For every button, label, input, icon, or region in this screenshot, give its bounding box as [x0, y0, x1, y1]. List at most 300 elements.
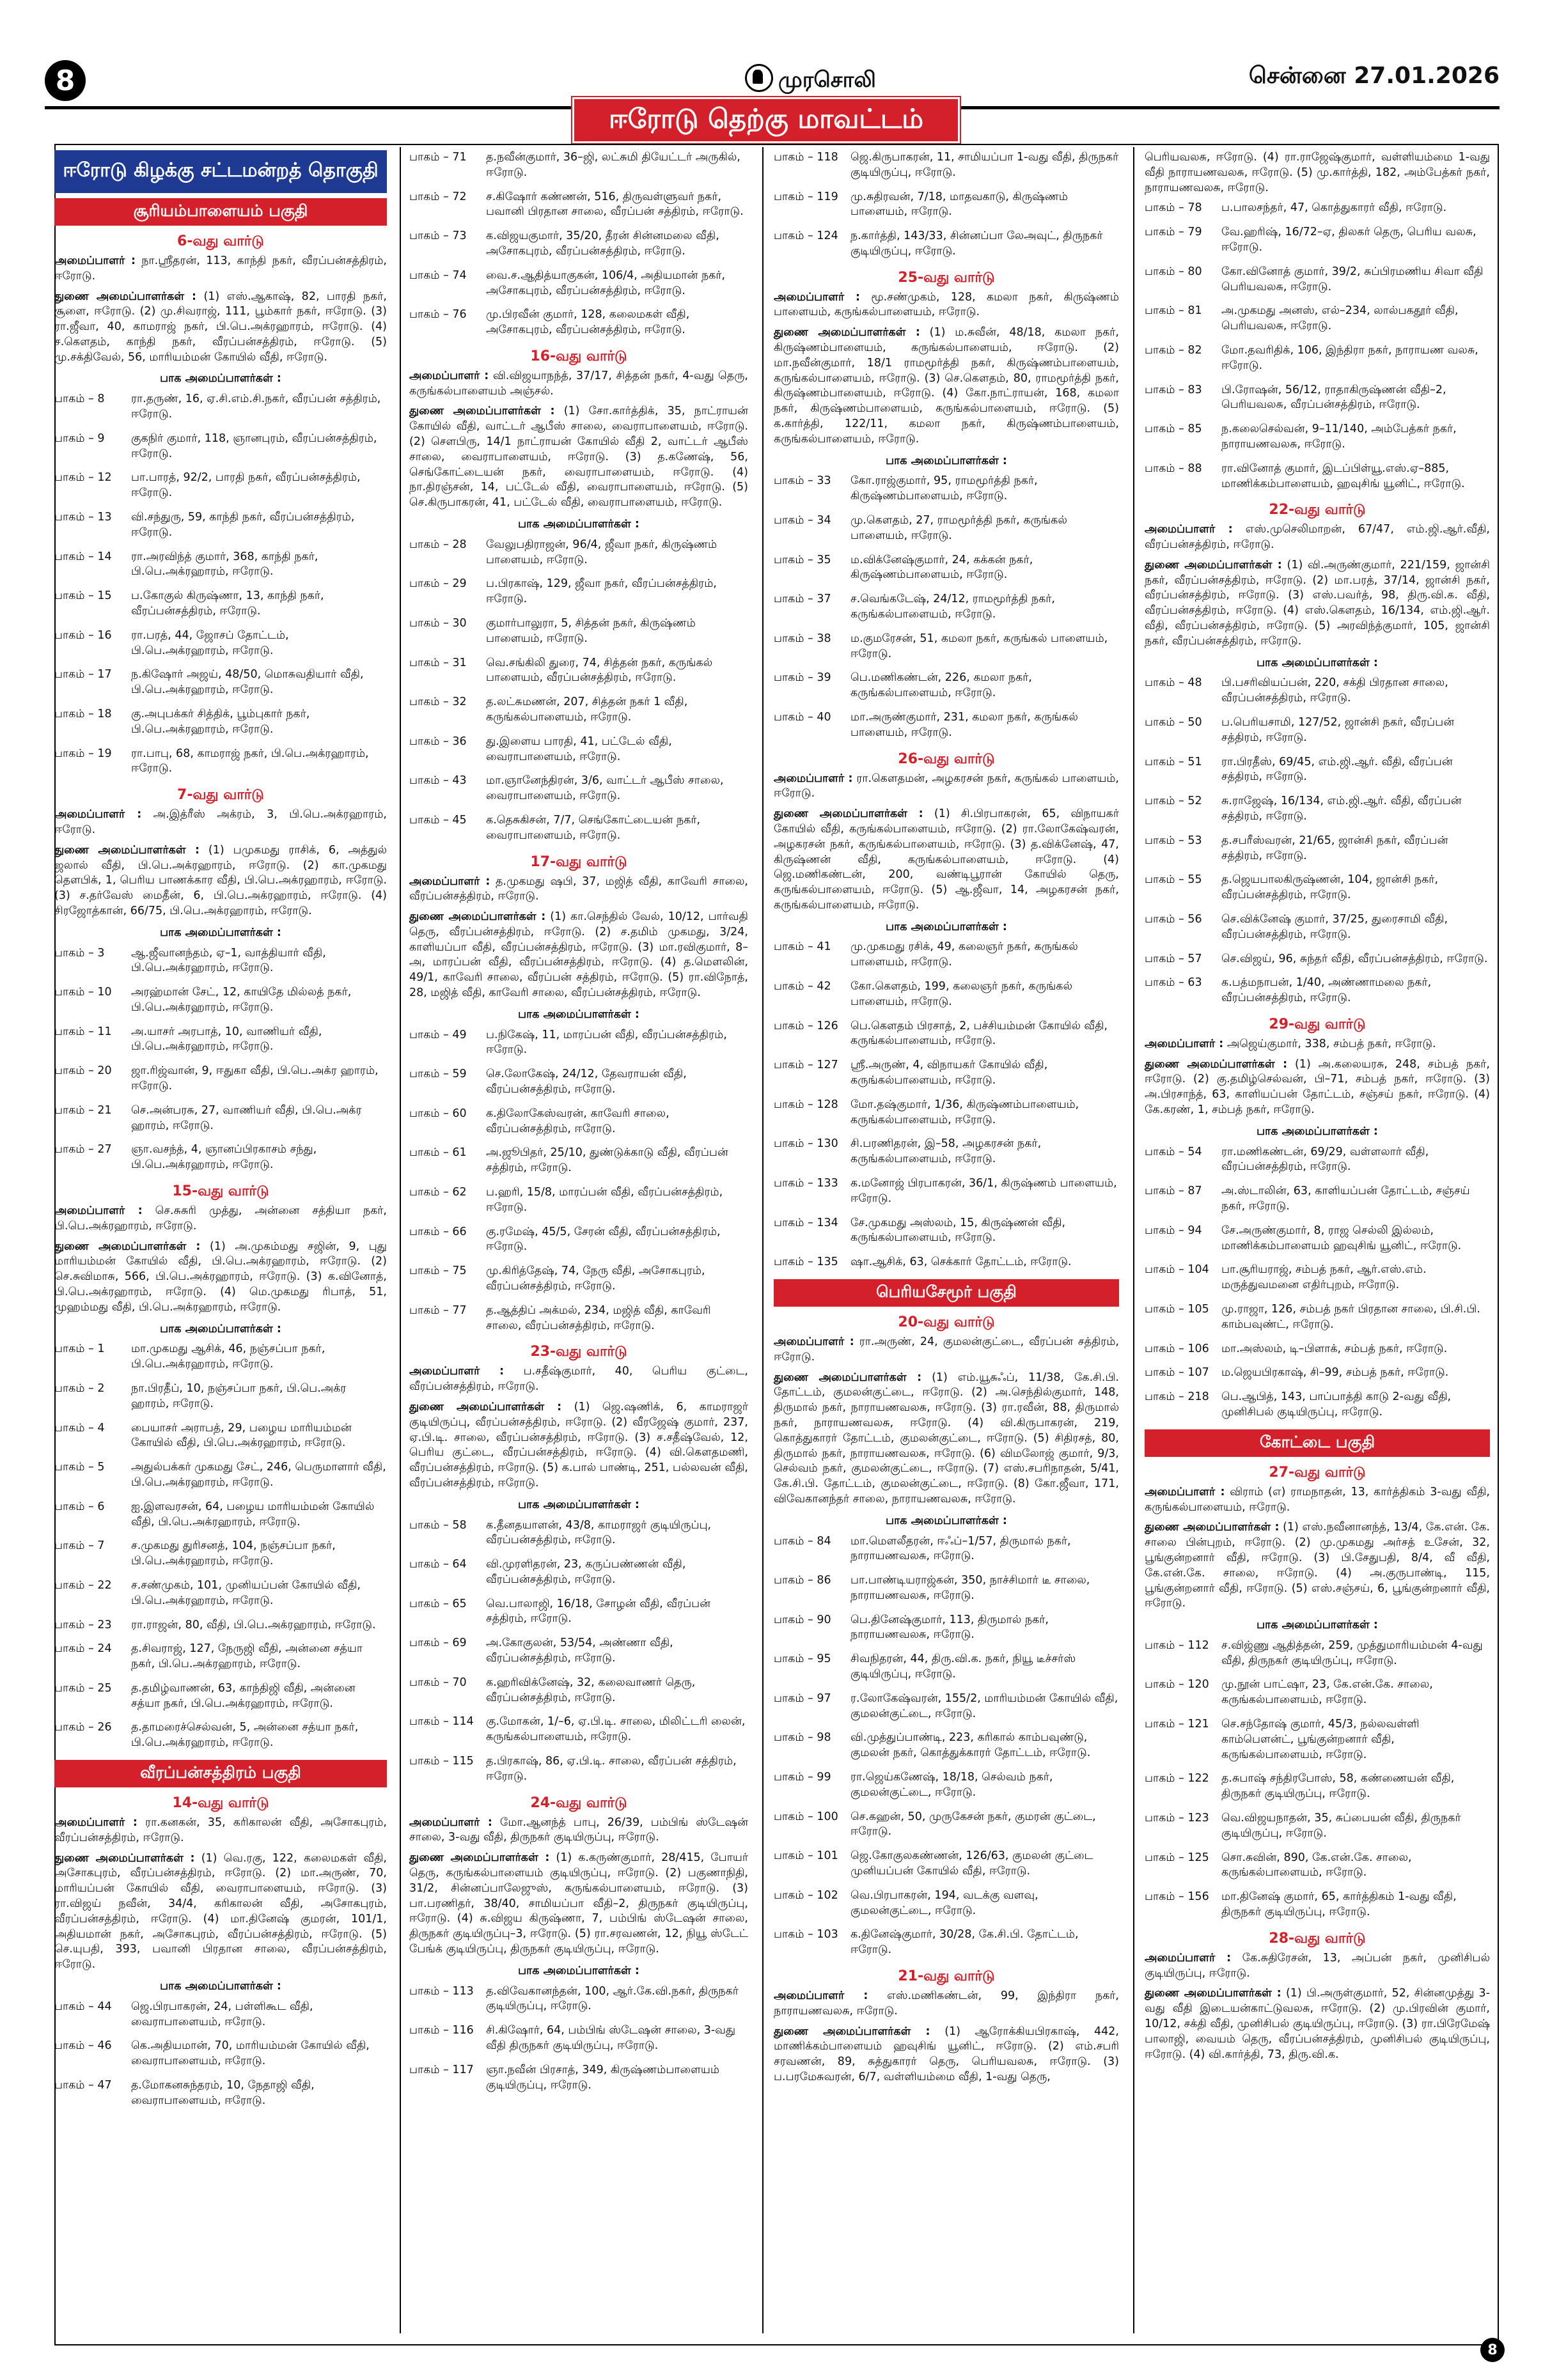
paga-number: பாகம் – 39: [774, 671, 831, 685]
paga-row: [54, 667, 387, 698]
paga-person: பா.பாரத், 92/2, பாரதி நகர், வீரப்பன்சத்திரம், ஈரோடு.: [131, 471, 361, 500]
organiser-label: அமைப்பாளர் :: [1145, 1485, 1225, 1498]
paga-number: பாகம் – 60: [409, 1107, 467, 1120]
paga-number: பாகம் – 7: [54, 1539, 105, 1553]
paga-number: பாகம் – 35: [774, 553, 831, 566]
ward-title: 24-வது வார்டு: [530, 1794, 627, 1811]
ward-title: 14-வது வார்டு: [172, 1795, 269, 1812]
paga-person: பி.ரோஷன், 56/12, ராதாகிருஷ்ணன் வீதி–2, பெரியவலசு, வீரப்பன்சத்திரம், ஈரோடு.: [1221, 383, 1446, 412]
paga-number: பாகம் – 130: [774, 1137, 838, 1151]
paga-list: [1145, 1145, 1490, 1420]
paga-row: [1145, 976, 1490, 1006]
paga-person: த.லட்சுமணன், 207, சித்தன் நகர் 1 வீதி, கருங்கல்பாளையம், ஈரோடு.: [486, 696, 688, 724]
paga-number: பாகம் – 32: [409, 696, 467, 709]
paga-row: [409, 2063, 748, 2094]
paga-row: [54, 392, 387, 423]
ward-title: 17-வது வார்டு: [530, 853, 627, 870]
paga-number: பாகம் – 31: [409, 656, 467, 669]
column-divider: [1133, 147, 1134, 2333]
deputies-text: (1) எஸ்.நவீனானந்த், 13/4, கே.என். கே. சாலை பின்புறம், ஈரோடு. (2) மு.முகமது அர்சத் உசேன், 32, பூங்குன்றனார் வீதி, ஈரோடு. (3) பி.சேதுபதி, 8/4, வீ வீதி, கே.என்.கே. சாலை, ஈரோடு. (4) அ.குருபாண்டி, 115, பூங்குன்றனார் வீதி, ஈரோடு. (5) எஸ்.சஞ்சய், 6, பூங்குன்றனார் வீதி, ஈரோடு.: [1145, 1521, 1490, 1610]
ward-title: 16-வது வார்டு: [530, 348, 627, 364]
paga-person: ச.விஜ்ணு ஆதித்தன், 259, முத்துமாரியம்மன் 4-வது வீதி, திருநகர் குடியிருப்பு, ஈரோடு.: [1221, 1638, 1483, 1667]
paga-number: பாகம் – 104: [1145, 1263, 1209, 1277]
paga-person: க.மனோஜ் பிரபாகரன், 36/1, கிருஷ்ணம் பாளையம், ஈரோடு.: [850, 1177, 1117, 1205]
paga-row: [774, 513, 1119, 544]
paga-person: மு.முகமது ரசிக், 49, கலைஞர் நகர், கருங்கல் பாளையம், ஈரோடு.: [850, 940, 1078, 969]
organiser-text: மூ.சண்முகம், 128, கமலா நகர், கிருஷ்ணம் பாளையம், கருங்கல்பாளையம், ஈரோடு.: [774, 290, 1119, 319]
paga-person: த.பிரகாஷ், 86, ஏ.பி.டி. சாலை, வீரப்பன் சத்திரம், ஈரோடு.: [486, 1755, 737, 1783]
paga-person: த.ஜெயபாலகிருஷ்ணன், 104, ஜான்சி நகர், வீரப்பன்சத்திரம், ஈரோடு.: [1221, 873, 1439, 902]
paga-row: [54, 1381, 387, 1412]
paga-list: [774, 1534, 1119, 1959]
column-2: [409, 150, 748, 2102]
paga-number: பாகம் – 40: [774, 711, 831, 724]
deputies-text: (1) பி.அருள்குமார், 52, சின்னமுத்து 3-வது வீதி இடையன்காட்டுவலசு, ஈரோடு. (2) மு.பிரவின் குமார், 10/12, சக்தி வீதி, முனிசிபல் குடியிருப்பு, ஈரோடு. (3) ரா.பிரேமேஷ் பாலாஜி, வையம் தெரு, வீரப்பன்சத்திரம், முனிசிபல் குடியிருப்பு, ஈரோடு. (4) வி.கார்த்தி, 73, திரு.வி.க.: [1145, 1987, 1490, 2061]
paga-person: சே.முகமது அஸ்லம், 15, கிருஷ்ணன் வீதி, கருங்கல்பாளையம், ஈரோடு.: [850, 1216, 1066, 1245]
ward-organiser: [1145, 1951, 1490, 1982]
deputies-text: (1) சி.பிரபாகரன், 65, விநாயகர் கோயில் வீதி, கருங்கல்பாளையம், ஈரோடு. (2) ரா.லோகேஷ்வரன், அழகரசன் நகர், கருங்கல்பாளையம், ஈரோடு. (3) த.விக்னேஷ், 47, கிருஷ்ணன் வீதி, கருங்கல்பாளையம், ஈரோடு. (4) ஜெ.மணிகண்டன், 200, வண்டிபூரான் கோயில் தெரு, கருங்கல்பாளையம், ஈரோடு. (5) ஆ.ஜீவா, 14, அழகரசன் நகர், கருங்கல்பாளையம், ஈரோடு.: [774, 807, 1119, 912]
paga-person: குமார்பாலுரா, 5, சித்தன் நகர், கிருஷ்ணம் பாளையம், ஈரோடு.: [486, 617, 696, 645]
paga-person: மோ.தஷ்குமார், 1/36, கிருஷ்ணம்பாளையம், கருங்கல்பாளையம், ஈரோடு.: [850, 1098, 1079, 1126]
deputies-text: (1) க.கருண்குமார், 28/415, போயர் தெரு, கருங்கல்பாளையம் குடியிருப்பு, ஈரோடு. (2) பகுணாநிதி, 31/2, சின்னப்பாலேஜுஸ், கருங்கல்பாளையம், ஈரோடு. (3) பா.பரணிதர், 38/40, சாமியப்பா வீதி–2, திருநகர் குடியிருப்பு, ஈரோடு. (4) சு.விஜய கிருஷ்ணா, 7, பம்பிங் ஸ்டேஷன் சாலை, திருநகர் குடியிருப்பு–3, ஈரோடு. (5) ரா.சரவணன், 12, நியூ ஸ்டேட் பேங்க் குடியிருப்பு, திருநகர் குடியிருப்பு, ஈரோடு.: [409, 1851, 748, 1956]
paga-number: பாகம் – 74: [409, 268, 467, 282]
district-title: ஈரோடு தெற்கு மாவட்டம்: [572, 97, 960, 143]
paga-person: செ.லோகேஷ், 24/12, தேவராயன் வீதி, வீரப்பன்சத்திரம், ஈரோடு.: [486, 1068, 687, 1096]
ward-organiser: [774, 1989, 1119, 2019]
deputies-label: துணை அமைப்பாளர்கள் :: [1145, 1057, 1288, 1071]
ward-organiser: [54, 1816, 387, 1846]
paga-row: [409, 1715, 748, 1745]
paga-number: பாகம் – 115: [409, 1755, 474, 1768]
paga-number: பாகம் – 218: [1145, 1390, 1209, 1404]
paga-row: [1145, 343, 1490, 374]
paga-row: [774, 1692, 1119, 1722]
deputies-label: துணை அமைப்பாளர்கள் :: [409, 1851, 550, 1865]
paga-number: பாகம் – 98: [774, 1731, 831, 1745]
ward-deputies: [774, 2025, 1119, 2085]
paga-person: கோ.ராஜ்குமார், 95, ராமமூர்த்தி நகர், கிருஷ்ணம்பாளையம், ஈரோடு.: [850, 474, 1038, 503]
paga-person: ரா.பரத், 44, ஜோசப் தோட்டம், பி.பெ.அக்ரஹாரம், ஈரோடு.: [131, 628, 289, 657]
paga-number: பாகம் – 33: [774, 474, 831, 488]
organiser-text: வி.விஜயாநந்த், 37/17, சித்தன் நகர், 4-வது தெரு, கருங்கல்பாளையம் அஞ்சல்.: [409, 369, 748, 398]
deputies-label: துணை அமைப்பாளர்கள் :: [54, 843, 200, 857]
paga-number: பாகம் – 1: [54, 1342, 105, 1356]
paga-row: [1145, 834, 1490, 864]
paga-row: [1145, 755, 1490, 786]
paga-number: பாகம் – 86: [774, 1574, 831, 1587]
paga-row: [54, 1500, 387, 1530]
paga-person: பெ.ஆபித், 143, பாப்பாத்தி காடு 2-வது வீதி, முனிசிபல் குடியிருப்பு, ஈரோடு.: [1221, 1390, 1452, 1419]
paga-person: அ.முகமது அனஸ், எல்–234, லால்பகதூர் வீதி, பெரியவலசு, ஈரோடு.: [1221, 304, 1459, 333]
constituency-title: ஈரோடு கிழக்கு சட்டமன்றத் தொகுதி: [54, 150, 387, 193]
paga-row: [54, 1103, 387, 1134]
paga-number: பாகம் – 37: [774, 593, 831, 606]
paga-row: [1145, 422, 1490, 453]
paga-person: ரா.ராஜன், 80, வீதி, பி.பெ.அக்ரஹாரம், ஈரோடு.: [131, 1618, 376, 1631]
ward-organiser: [409, 369, 748, 400]
paga-row: [1145, 1390, 1490, 1420]
paga-row: [774, 1652, 1119, 1683]
paga-row: [409, 1557, 748, 1588]
paga-person: க.பத்மநாபன், 1/40, அண்ணாமலை நகர், வீரப்பன்சத்திரம், ஈரோடு.: [1221, 976, 1432, 1005]
ward-title: 23-வது வார்டு: [530, 1344, 627, 1360]
paga-number: பாகம் – 38: [774, 632, 831, 645]
paga-number: பாகம் – 52: [1145, 795, 1202, 808]
paga-person: சிவநிதரன், 44, திரு.வி.க. நகர், நியூ டீச்சர்ஸ் குடியிருப்பு, ஈரோடு.: [850, 1653, 1076, 1681]
paga-number: பாகம் – 55: [1145, 873, 1202, 887]
paga-row: [1145, 1145, 1490, 1176]
paga-number: பாகம் – 99: [774, 1771, 831, 1784]
paga-person: ப.பாலசந்தர், 47, கொத்துகாரர் வீதி, ஈரோடு.: [1221, 201, 1447, 215]
paga-person: பி.பசரிவியப்பன், 220, சக்தி பிரதான சாலை, வீரப்பன்சத்திரம், ஈரோடு.: [1221, 676, 1448, 705]
organiser-label: அமைப்பாளர் :: [54, 254, 136, 267]
paga-row: [774, 1849, 1119, 1879]
paga-row: [774, 474, 1119, 504]
area-title: கோட்டை பகுதி: [1145, 1429, 1490, 1457]
paga-person: வேலுபதிராஜன், 96/4, ஜீவா நகர், கிருஷ்ணம் பாளையம், ஈரோடு.: [486, 538, 717, 566]
ward-title: 20-வது வார்டு: [898, 1314, 995, 1331]
ward-title: 22-வது வார்டு: [1269, 502, 1366, 518]
paga-number: பாகம் – 44: [54, 2000, 112, 2013]
paga-number: பாகம் – 51: [1145, 755, 1202, 768]
paga-number: பாகம் – 81: [1145, 304, 1202, 318]
paga-number: பாகம் – 62: [409, 1186, 467, 1199]
paga-number: பாகம் – 73: [409, 229, 467, 243]
paga-number: பாகம் – 70: [409, 1676, 467, 1689]
paga-person: ரா.ஜெய்கணேஷ், 18/18, செல்வம் நகர், குமலன்குட்டை, ஈரோடு.: [850, 1771, 1053, 1799]
paga-number: பாகம் – 95: [774, 1653, 831, 1666]
paga-person: வி.முத்துப்பாண்டி, 223, கரிகால் காம்பவுண்டு, குமலன் நகர், கொத்துக்காரர் தோட்டம், ஈரோடு.: [850, 1731, 1091, 1760]
paga-row: [774, 1770, 1119, 1801]
paga-row: [774, 1098, 1119, 1128]
paga-number: பாகம் – 76: [409, 308, 467, 322]
paga-person: ப.கோகுல் கிருஷ்ணா, 13, காந்தி நகர், வீரப்பன்சத்திரம், ஈரோடு.: [131, 589, 324, 618]
paga-label: பாக அமைப்பாளர்கள் :: [886, 1514, 1007, 1527]
ward-organiser: [54, 1204, 387, 1234]
paga-number: பாகம் – 8: [54, 393, 105, 406]
ward-block: [409, 1794, 748, 2094]
paga-person: த.தாமரைச்செல்வன், 5, அன்னை சத்யா நகர், பி.பெ.அக்ரஹாரம், ஈரோடு.: [131, 1721, 359, 1750]
paga-row: [409, 656, 748, 687]
paga-number: பாகம் – 94: [1145, 1224, 1202, 1237]
column-3: [774, 150, 1119, 2090]
paga-number: பாகம் – 30: [409, 617, 467, 630]
paga-row: [1145, 1771, 1490, 1802]
organiser-text: ரா.கௌதமன், அழகரசன் நகர், கருங்கல் பாளையம், ஈரோடு.: [774, 772, 1119, 800]
ward-block: [774, 1967, 1119, 2085]
paga-person: ஸ்ரீ.அருண், 4, விநாயகர் கோயில் வீதி, கருங்கல்பாளையம், ஈரோடு.: [850, 1059, 1048, 1087]
paga-number: பாகம் – 103: [774, 1928, 838, 1941]
paga-number: பாகம் – 79: [1145, 226, 1202, 239]
deputies-label: துணை அமைப்பாளர்கள் :: [1145, 1987, 1281, 2000]
paga-person: மா.தினேஷ் குமார், 65, கார்த்திகம் 1-வது வீதி, திருநகர் குடியிருப்பு, ஈரோடு.: [1221, 1890, 1457, 1919]
paga-number: பாகம் – 17: [54, 668, 112, 681]
paga-row: [409, 150, 748, 181]
organiser-label: அமைப்பாளர் :: [54, 808, 142, 821]
paga-row: [54, 628, 387, 659]
paga-row: [409, 1185, 748, 1216]
paga-person: வி.முரளிதரன், 23, கருப்பண்ணன் வீதி, வீரப்பன்சத்திரம், ஈரோடு.: [486, 1558, 686, 1586]
paga-row: [774, 1058, 1119, 1089]
paga-row: [54, 1578, 387, 1609]
paga-person: வே.ஹரிஷ், 16/72–ஏ, திலகர் தெரு, பெரிய வலசு, ஈரோடு.: [1221, 226, 1476, 254]
paga-person: ச.வெங்கடேஷ், 24/12, ராமமூர்த்தி நகர், கருங்கல்பாளையம், ஈரோடு.: [850, 593, 1055, 621]
paga-row: [54, 1342, 387, 1373]
paga-list: [774, 474, 1119, 740]
paga-row: [54, 1421, 387, 1452]
paga-row: [54, 1720, 387, 1751]
paga-number: பாகம் – 42: [774, 980, 831, 993]
organiser-text: நா.ஸ்ரீதரன், 113, காந்தி நகர், வீரப்பன்சத்திரம், ஈரோடு.: [54, 254, 387, 283]
paga-number: பாகம் – 6: [54, 1500, 105, 1513]
ward-deputies: [1145, 1986, 1490, 2062]
paga-person: ச.முகமது துரிசனத், 104, நஞ்சப்பா நகர், பி.பெ.அக்ரஹாரம், ஈரோடு.: [131, 1539, 336, 1568]
paga-person: சி.கிஷோர், 64, பம்பிங் ஸ்டேஷன் சாலை, 3-வது வீதி திருநகர் குடியிருப்பு, ஈரோடு.: [486, 2024, 736, 2052]
paga-number: பாகம் – 156: [1145, 1890, 1209, 1904]
organiser-text: ரா.அருண், 24, குமலன்குட்டை, வீரப்பன் சத்திரம், ஈரோடு.: [774, 1335, 1119, 1364]
deputies-text: (1) எஸ்.ஆகாஷ், 82, பாரதி நகர், சூளை, ஈரோடு. (2) மு.சிவராஜ், 111, பூம்கார் நகர், ஈரோடு. (3) ரா.ஜீவா, 40, காமராஜ் நகர், பி.பெ.அக்ரஹாரம், ஈரோடு. (4) ச.கௌதம், காந்தி நகர், வீரப்பன்சத்திரம், ஈரோடு. (5) மு.சக்திவேல், 56, மாரியம்மன் கோயில் வீதி, ஈரோடு.: [54, 290, 387, 364]
ward-deputies: [54, 290, 387, 366]
paga-row: [409, 1303, 748, 1334]
ward-deputies: [774, 325, 1119, 447]
paga-number: பாகம் – 24: [54, 1642, 112, 1656]
paga-number: பாகம் – 25: [54, 1681, 112, 1695]
paga-number: பாகம் – 84: [774, 1534, 831, 1548]
paga-number: பாகம் – 11: [54, 1025, 112, 1038]
paga-number: பாகம் – 61: [409, 1146, 467, 1160]
deputies-label: துணை அமைப்பாளர்கள் :: [774, 326, 920, 339]
paga-person: செ.கஹன், 50, முருகேசன் நகர், குமரன் குட்டை, ஈரோடு.: [850, 1810, 1096, 1839]
paga-number: பாகம் – 49: [409, 1028, 467, 1041]
paga-number: பாகம் – 77: [409, 1303, 467, 1317]
ward-title: 29-வது வார்டு: [1269, 1016, 1366, 1032]
deputies-label: துணை அமைப்பாளர்கள் :: [409, 1400, 562, 1413]
ward-organiser: [54, 807, 387, 838]
paga-number: பாகம் – 41: [774, 940, 831, 954]
paga-person: வெ.பிரபாகரன், 194, வடக்கு வளவு, குமலன்குட்டை, ஈரோடு.: [850, 1888, 1038, 1917]
paga-person: செ.விஜய், 96, சுந்தர் வீதி, வீரப்பன்சத்திரம், ஈரோடு.: [1221, 952, 1488, 965]
ward-deputies: [409, 1851, 748, 1957]
ward-block: [774, 268, 1119, 741]
paga-number: பாகம் – 16: [54, 628, 112, 642]
paga-number: பாகம் – 75: [409, 1264, 467, 1278]
organiser-label: அமைப்பாளர் :: [1145, 523, 1233, 536]
organiser-text: செ.சுசுரி முத்து, அன்னை சத்தியா நகர், பி.பெ.அக்ரஹாரம், ஈரோடு.: [54, 1204, 387, 1233]
paga-row: [54, 1142, 387, 1173]
ward-organiser: [774, 772, 1119, 802]
paga-row: [409, 268, 748, 299]
paga-row: [54, 1539, 387, 1569]
paga-row: [54, 946, 387, 977]
paga-number: பாகம் – 116: [409, 2024, 474, 2037]
paga-person: மு.பிரவீன் குமார், 128, கலைமகள் வீதி, அசோகபுரம், வீரப்பன்சத்திரம், ஈரோடு.: [486, 308, 690, 337]
organiser-text: எஸ்.முசெலிமாறன், 67/47, எம்.ஜி.ஆர்.வீதி, வீரப்பன்சத்திரம், ஈரோடு.: [1145, 523, 1490, 552]
paga-label: பாக அமைப்பாளர்கள் :: [518, 1007, 639, 1021]
paga-row: [1145, 201, 1490, 216]
paga-row: [1145, 676, 1490, 706]
column-4: [1145, 150, 1490, 2067]
paga-row: [409, 1028, 748, 1059]
paga-list: [774, 150, 1119, 260]
ward-deputies: [1145, 558, 1490, 649]
ward-organiser: [54, 254, 387, 284]
paga-person: த.ஆத்திப் அக்மல், 234, மஜித் வீதி, காவேரி சாலை, வீரப்பன்சத்திரம், ஈரோடு.: [486, 1303, 711, 1332]
paga-number: பாகம் – 36: [409, 735, 467, 748]
paga-row: [1145, 462, 1490, 492]
paga-person: சே.அருண்குமார், 8, ராஜ செல்லி இல்லம், மாணிக்கம்பாளையம் ஹவுசிங் யூனிட், ஈரோடு.: [1221, 1224, 1462, 1252]
ward-deputies: [774, 807, 1119, 914]
paga-number: பாகம் – 119: [774, 190, 838, 203]
paga-person: பெ.தினேஷ்குமார், 113, திருமால் நகர், நாராயணவலசு, ஈரோடு.: [850, 1613, 1049, 1642]
paga-person: க.திலோகேஸ்வரன், காவேரி சாலை, வீரப்பன்சத்திரம், ஈரோடு.: [486, 1107, 670, 1135]
paga-row: [54, 2039, 387, 2069]
paga-number: பாகம் – 113: [409, 1984, 474, 1998]
paga-list: [409, 538, 748, 844]
paga-number: பாகம் – 85: [1145, 423, 1202, 436]
paga-number: பாகம் – 120: [1145, 1678, 1209, 1692]
paga-row: [409, 735, 748, 765]
paga-person: மு.கௌதம், 27, ராமமூர்த்தி நகர், கருங்கல் பாளையம், ஈரோடு.: [850, 514, 1067, 542]
paga-row: [1145, 265, 1490, 295]
paga-person: ஐ.இளவரசன், 64, பழைய மாரியம்மன் கோயில் வீதி, பி.பெ.அக்ரஹாரம், ஈரோடு.: [131, 1500, 375, 1528]
ward-block: [774, 750, 1119, 1270]
organiser-label: அமைப்பாளர் :: [1145, 1951, 1232, 1964]
organiser-text: எஸ்.மணிகண்டன், 99, இந்திரா நகர், நாராயணவலசு, ஈரோடு.: [774, 1989, 1119, 2018]
paga-person: மு.சுதிரவன், 7/18, மாதவகாடு, கிருஷ்ணம் பாளையம், ஈரோடு.: [850, 190, 1069, 219]
paga-row: [1145, 1638, 1490, 1669]
ward-organiser: [774, 290, 1119, 321]
paga-number: பாகம் – 100: [774, 1810, 838, 1823]
paga-person: அ.கோகுலன், 53/54, அண்ணா வீதி, வீரப்பன்சத்திரம், ஈரோடு.: [486, 1637, 673, 1665]
paga-number: பாகம் – 128: [774, 1098, 838, 1111]
deputies-label: துணை அமைப்பாளர்கள் :: [54, 290, 197, 303]
paga-row: [54, 1064, 387, 1094]
paga-number: பாகம் – 43: [409, 774, 467, 788]
paga-number: பாகம் – 2: [54, 1381, 105, 1395]
paga-row: [409, 1597, 748, 1628]
paga-list: [1145, 1638, 1490, 1920]
ward-organiser: [409, 875, 748, 905]
paga-person: ரா.பிரதீஸ், 69/45, எம்.ஜி.ஆர். வீதி, வீரப்பன் சத்திரம், ஈரோடு.: [1221, 755, 1453, 784]
organiser-text: அ.இத்ரீஸ் அக்ரம், 3, பி.பெ.அக்ரஹாரம், ஈரோடு.: [54, 808, 387, 836]
paga-person: வெ.சங்கிலி துரை, 74, சித்தன் நகர், கருங்கல் பாளையம், வீரப்பன்சத்திரம், ஈரோடு.: [486, 656, 713, 685]
paga-person: சு.ராஜேஷ், 16/134, எம்.ஜி.ஆர். வீதி, வீரப்பன் சத்திரம், ஈரோடு.: [1221, 795, 1462, 823]
paga-number: பாகம் – 123: [1145, 1812, 1209, 1825]
paga-person: த.சுபாஷ் சந்திரபோஸ், 58, கண்ணையன் வீதி, திருநகர் குடியிருப்பு, ஈரோடு.: [1221, 1772, 1455, 1801]
paga-list: [54, 1342, 387, 1751]
paga-row: [774, 592, 1119, 623]
paga-number: பாகம் – 48: [1145, 676, 1202, 690]
deputies-text: (1) ஆரோக்கியபிரகாஷ், 442, மாணிக்கம்பாளையம் ஹவுசிங் யூனிட், ஈரோடு. (2) எம்.சபரி சரவணன், 89, சுத்துகாரர் தெரு, பெரியவலசு, ஈரோடு. (3) ப.பரமேசுவரன், 6/7, வள்ளியம்மை வீதி, 1-வது தெரு,: [774, 2025, 1119, 2083]
paga-label: பாக அமைப்பாளர்கள் :: [1257, 656, 1378, 669]
paga-row: [774, 1888, 1119, 1919]
paga-person: ஞா.நவீன் பிரசாத், 349, கிருஷ்ணம்பாளையம் குடியிருப்பு, ஈரோடு.: [486, 2063, 719, 2092]
paga-row: [774, 1731, 1119, 1761]
paga-person: ஆ.ஜீவானந்தம், ஏ–1, வாத்தியார் வீதி, பி.பெ.அக்ரஹாரம், ஈரோடு.: [131, 946, 326, 975]
paga-person: பையாசர் அராபத், 29, பழைய மாரியம்மன் கோயில் வீதி, பி.பெ.அக்ரஹாரம், ஈரோடு.: [131, 1421, 352, 1450]
paga-list: [54, 2000, 387, 2109]
paga-row: [774, 1137, 1119, 1167]
paga-row: [774, 1573, 1119, 1604]
ward-organiser: [1145, 1485, 1490, 1516]
paga-person: ரா.பாபு, 68, காமராஜ் நகர், பி.பெ.அக்ரஹாரம், ஈரோடு.: [131, 747, 369, 775]
paga-number: பாகம் – 65: [409, 1597, 467, 1610]
paga-person: வி.சந்துரு, 59, காந்தி நகர், வீரப்பன்சத்திரம், ஈரோடு.: [131, 511, 355, 539]
ward-title: 25-வது வார்டு: [898, 269, 995, 286]
paga-row: [409, 1107, 748, 1137]
paga-person: ம.குமரேசன், 51, கமலா நகர், கருங்கல் பாளையம், ஈரோடு.: [850, 632, 1108, 660]
paga-label: பாக அமைப்பாளர்கள் :: [160, 1979, 281, 1993]
paga-number: பாகம் – 107: [1145, 1366, 1209, 1380]
paga-person: ரா.அரவிந்த் குமார், 368, காந்தி நகர், பி.பெ.அக்ரஹாரம், ஈரோடு.: [131, 550, 318, 579]
ward-deputies: [409, 910, 748, 1001]
organiser-text: அஜெய்குமார், 338, சம்பத் நகர், ஈரோடு.: [1226, 1037, 1436, 1050]
paga-number: பாகம் – 59: [409, 1068, 467, 1081]
paga-person: ஜெ.கோகுலகண்ணன், 126/63, குமலன் குட்டை முனியப்பன் கோயில் வீதி, ஈரோடு.: [850, 1849, 1093, 1878]
ward-block: [1145, 1015, 1490, 1420]
paga-person: மா.ஞானேந்திரன், 3/6, வாட்டர் ஆபீஸ் சாலை, வைராபாளையம், ஈரோடு.: [486, 774, 724, 803]
paga-person: ரா.தருண், 16, ஏ.சி.எம்.சி.நகர், வீரப்பன் சத்திரம், ஈரோடு.: [131, 393, 381, 421]
deputies-text: (1) எம்.யூசுஃப், 11/38, கே.சி.பி. தோட்டம், குமலன்குட்டை, ஈரோடு. (2) அ.செந்தில்குமார், 148, திருமால் நகர், நாராயணவலசு, ஈரோடு. (3) ரா.ரவீன், 88, திருமால் நகர், நாராயணவலசு, ஈரோடு. (4) வி.கிருபாகரன், 219, கொத்துகாரர் தோட்டம், குமலன்குட்டை, ஈரோடு. (5) சிதிரசத், 80, திருமால் நகர், நாராயணவலசு, ஈரோடு. (6) விமலோஜ் குமார், 9/3, செல்வம் நகர், குமலன்குட்டை, ஈரோடு. (7) எஸ்.சபரிநாதன், 5/41, கே.சி.பி. தோட்டம், குமலன்குட்டை, ஈரோடு. (8) கோ.ஜீவா, 171, விவேகானந்தர் சாலை, நாராயணவலசு, ஈரோடு.: [774, 1371, 1119, 1505]
organiser-label: அமைப்பாளர் :: [409, 369, 489, 382]
paga-number: பாகம் – 5: [54, 1461, 105, 1474]
paga-row: [774, 1613, 1119, 1644]
paga-row: [1145, 1365, 1490, 1381]
paga-number: பாகம் – 21: [54, 1103, 112, 1117]
paga-person: மா.அருண்குமார், 231, கமலா நகர், கருங்கல் பாளையம், ஈரோடு.: [850, 711, 1078, 739]
paga-row: [54, 1642, 387, 1672]
ward-deputies: [1145, 1057, 1490, 1118]
deputies-label: துணை அமைப்பாளர்கள் :: [774, 807, 923, 821]
paga-person: கு.ரமேஷ், 45/5, சேரன் வீதி, வீரப்பன்சத்திரம், ஈரோடு.: [486, 1225, 721, 1254]
paga-row: [54, 510, 387, 541]
paga-person: து.இளைய பாரதி, 41, பட்டேல் வீதி, வைராபாளையம், ஈரோடு.: [486, 735, 672, 763]
paga-person: பெ.கௌதம் பிரசாத், 2, பச்சியம்மன் கோயில் வீதி, கருங்கல்பாளையம், ஈரோடு.: [850, 1019, 1108, 1048]
paga-person: அ.ஸ்டாலின், 63, காளியப்பன் தோட்டம், சஞ்சய் நகர், ஈரோடு.: [1221, 1185, 1470, 1213]
paga-list: [1145, 676, 1490, 1006]
paga-person: பெ.மணிகண்டன், 226, கமலா நகர், கருங்கல்பாளையம், ஈரோடு.: [850, 671, 1032, 700]
deputies-label: துணை அமைப்பாளர்கள் :: [409, 910, 546, 924]
paga-label: பாக அமைப்பாளர்கள் :: [886, 920, 1007, 933]
paga-row: [409, 229, 748, 260]
paga-row: [409, 538, 748, 568]
paga-number: பாகம் – 78: [1145, 201, 1202, 215]
paga-row: [1145, 1811, 1490, 1842]
paga-number: பாகம் – 114: [409, 1715, 474, 1729]
paga-number: பாகம் – 66: [409, 1225, 467, 1238]
paga-number: பாகம் – 102: [774, 1888, 838, 1902]
organiser-text: ரா.கனகன், 35, கரிகாலன் வீதி, அசோகபுரம், வீரப்பன்சத்திரம், ஈரோடு.: [54, 1816, 387, 1844]
ward-title: 6-வது வார்டு: [177, 233, 264, 249]
paga-person: க.விஜயகுமார், 35/20, தீரன் சின்னமலை வீதி, அசோகபுரம், வீரப்பன்சத்திரம், ஈரோடு.: [486, 229, 719, 258]
paga-number: பாகம் – 83: [1145, 383, 1202, 396]
paga-number: பாகம் – 10: [54, 986, 112, 999]
paga-person: மா.முகமது ஆசிக், 46, நஞ்சப்பா நகர், பி.பெ.அக்ரஹாரம், ஈரோடு.: [131, 1342, 325, 1371]
paga-list: [409, 150, 748, 338]
paga-row: [54, 471, 387, 501]
deputies-label: துணை அமைப்பாளர்கள் :: [54, 1851, 195, 1865]
deputies-label: துணை அமைப்பாளர்கள் :: [1145, 1521, 1280, 1534]
paga-row: [1145, 1302, 1490, 1333]
ward-block: [1145, 501, 1490, 1006]
paga-row: [774, 1927, 1119, 1958]
area-title: பெரியசேமூர் பகுதி: [774, 1279, 1119, 1307]
column-divider: [400, 147, 401, 2333]
paga-row: [1145, 1677, 1490, 1708]
paga-row: [409, 616, 748, 647]
deputies-text: (1) பமுகமது ராசிக், 6, அத்துல் ஜலால் வீதி, பி.பெ.அக்ரஹாரம், ஈரோடு. (2) கா.முகமது தௌபிக், 1, பெரிய பாணக்கார வீதி, பி.பெ.அக்ரஹாரம், ஈரோடு. (3) ச.தர்வேஸ் மைதீன், 6, பி.பெ.அக்ரஹாரம், ஈரோடு. (4) சிரஜோத்கான், 66/75, பி.பெ.அக்ரஹாரம், ஈரோடு.: [54, 843, 387, 917]
paga-person: செ.அன்பரசு, 27, வாணியர் வீதி, பி.பெ.அக்ர ஹாரம், ஈரோடு.: [131, 1103, 362, 1132]
